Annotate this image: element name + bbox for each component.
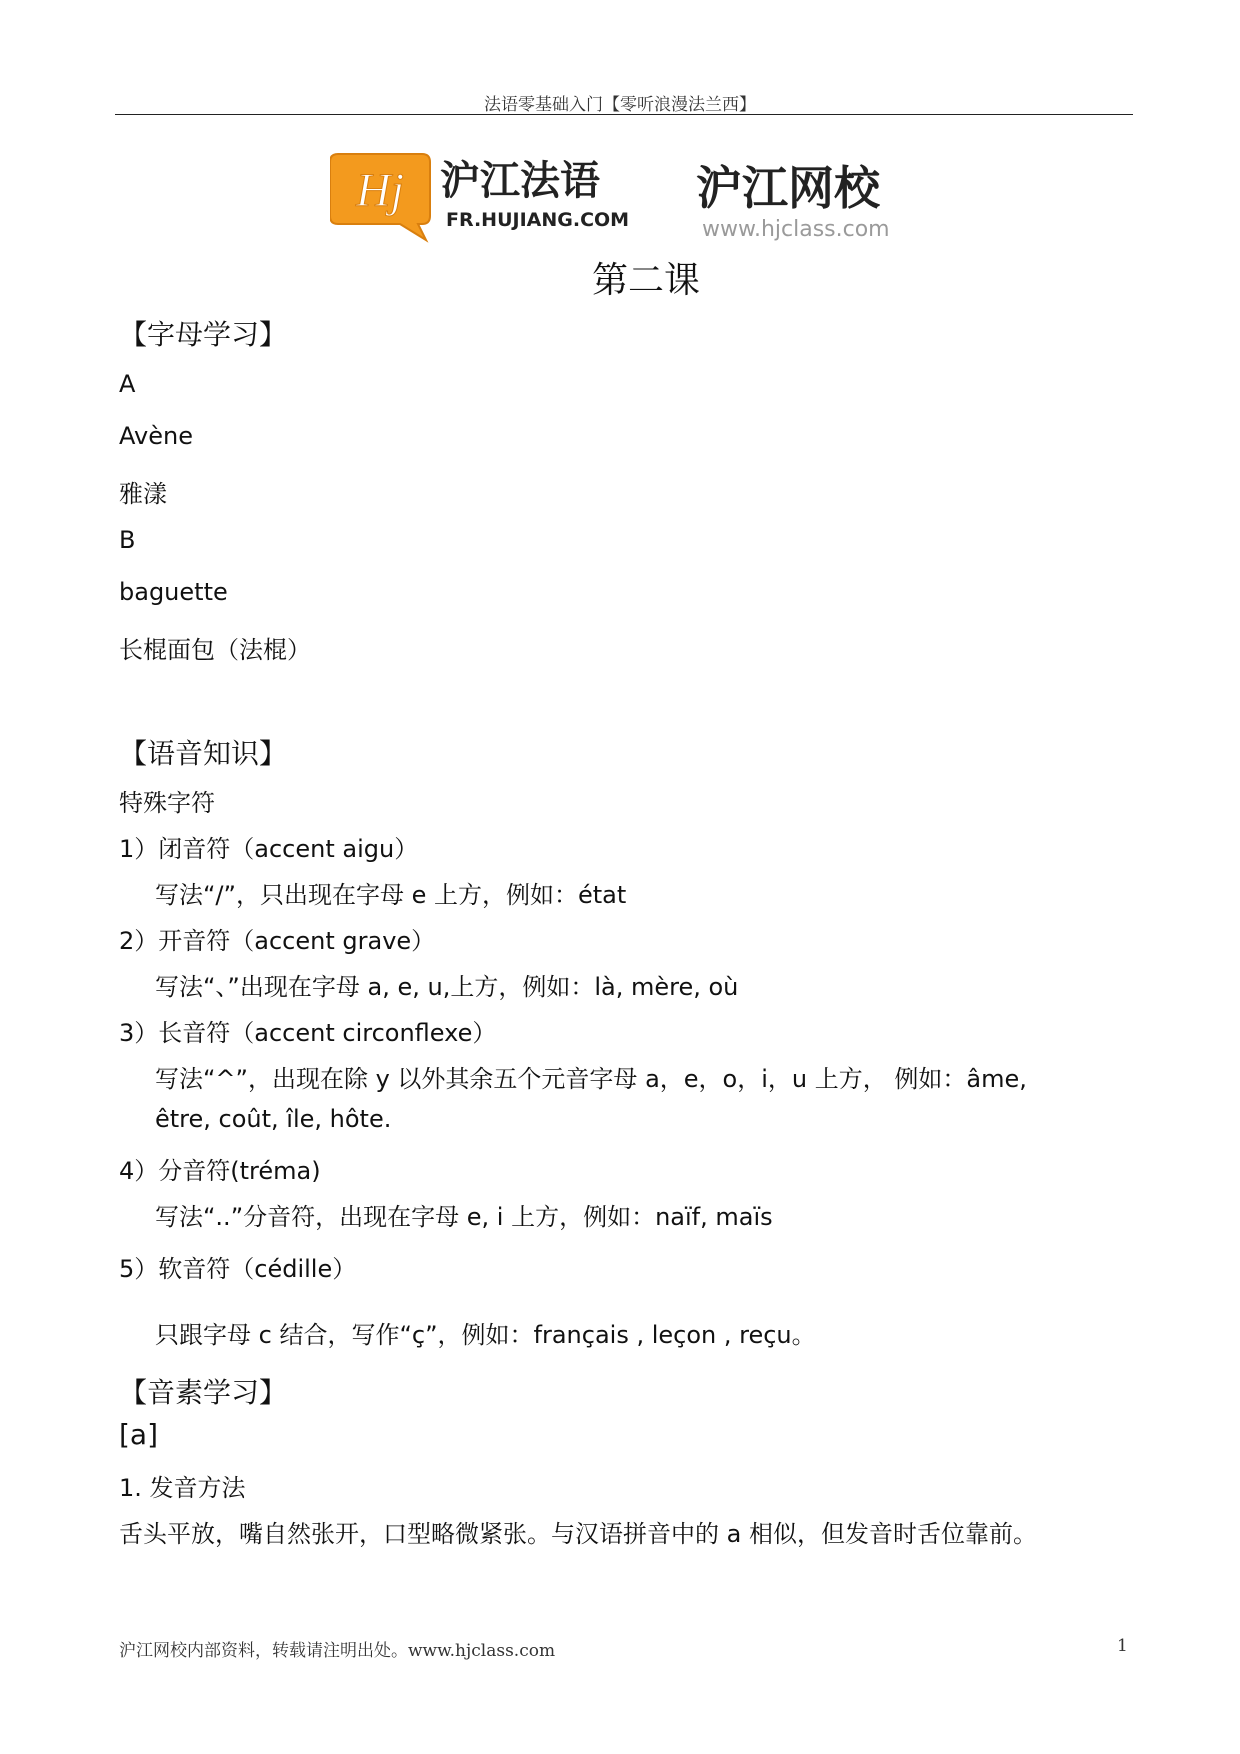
school-url: www.hjclass.com bbox=[702, 217, 890, 242]
accent-grave-name: 2）开音符（accent grave） bbox=[119, 927, 436, 955]
accent-circonflexe-desc-cont: être, coût, île, hôte. bbox=[155, 1105, 392, 1133]
method-text: 舌头平放，嘴自然张开，口型略微紧张。与汉语拼音中的 a 相似，但发音时舌位靠前。 bbox=[119, 1520, 1037, 1548]
accent-aigu-name: 1）闭音符（accent aigu） bbox=[119, 835, 419, 863]
letter-b: B bbox=[119, 526, 136, 554]
letters-heading: 【字母学习】 bbox=[119, 318, 288, 351]
special-chars-label: 特殊字符 bbox=[119, 789, 215, 817]
trema-name: 4）分音符(tréma) bbox=[119, 1157, 321, 1185]
header-divider bbox=[115, 114, 1133, 115]
trema-desc: 写法“..”分音符，出现在字母 e, i 上方，例如：naïf, maïs bbox=[155, 1203, 773, 1231]
footer-note: 沪江网校内部资料，转载请注明出处。www.hjclass.com bbox=[119, 1641, 556, 1661]
brand-url: FR.HUJIANG.COM bbox=[446, 209, 630, 231]
accent-circonflexe-name: 3）长音符（accent circonflexe） bbox=[119, 1019, 497, 1047]
lesson-title: 第二课 bbox=[591, 260, 700, 301]
page-header: 法语零基础入门【零听浪漫法兰西】 bbox=[484, 95, 756, 115]
hujiang-logo bbox=[330, 150, 940, 250]
phoneme-symbol: [a] bbox=[119, 1418, 159, 1451]
accent-aigu-desc: 写法“/”，只出现在字母 e 上方，例如：état bbox=[155, 881, 627, 909]
logo-banner bbox=[330, 150, 940, 250]
school-name: 沪江网校 bbox=[696, 161, 880, 215]
example-baguette: baguette bbox=[119, 578, 228, 606]
phonetics-heading: 【语音知识】 bbox=[119, 737, 288, 770]
example-baguette-cn: 长棍面包（法棍） bbox=[119, 636, 311, 664]
cedille-name: 5）软音符（cédille） bbox=[119, 1255, 357, 1283]
accent-circonflexe-desc: 写法“^”，出现在除 y 以外其余五个元音字母 a，e，o，i，u 上方， 例如：âme, bbox=[155, 1065, 1027, 1093]
letter-a: A bbox=[119, 370, 136, 398]
accent-grave-desc: 写法“、”出现在字母 a, e, u,上方，例如：là, mère, où bbox=[155, 973, 739, 1001]
example-avene: Avène bbox=[119, 422, 193, 450]
example-avene-cn: 雅漾 bbox=[119, 480, 167, 508]
page-number: 1 bbox=[1117, 1636, 1128, 1656]
cedille-desc: 只跟字母 c 结合，写作“ç”，例如：français , leçon , reçu。 bbox=[155, 1321, 816, 1349]
phoneme-heading: 【音素学习】 bbox=[119, 1376, 288, 1409]
brand-name: 沪江法语 bbox=[440, 158, 600, 204]
method-heading: 1. 发音方法 bbox=[119, 1474, 246, 1502]
hj-badge-text: Hj bbox=[356, 164, 404, 217]
